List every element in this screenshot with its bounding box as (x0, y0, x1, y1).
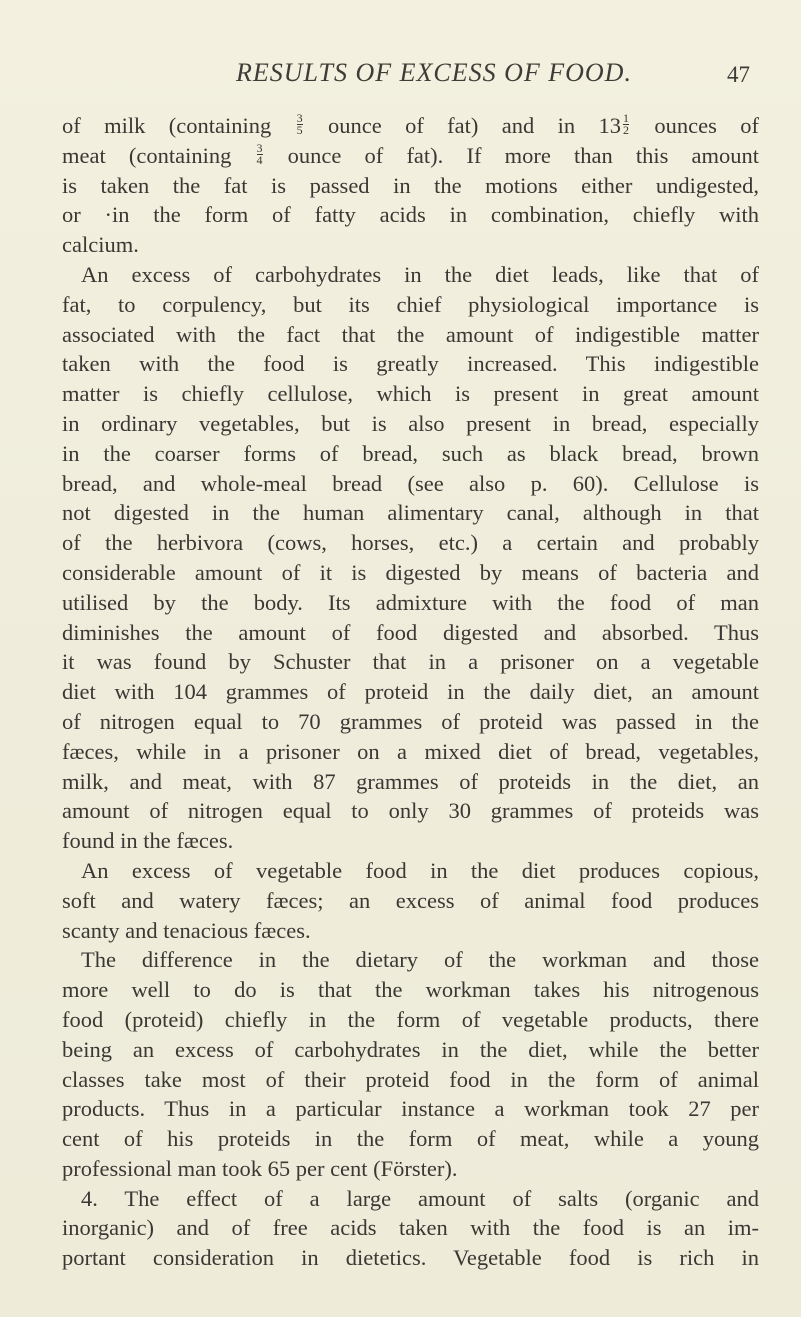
line-segment: of milk (containing (62, 113, 272, 138)
fraction-numerator: 3 (296, 111, 303, 126)
text-line: scanty and tenacious fæces. (62, 917, 311, 943)
text-line: is taken the fat is passed in the motions either undigested, (62, 172, 759, 198)
fraction-numerator: 3 (256, 141, 263, 156)
running-title: RESULTS OF EXCESS OF FOOD. (236, 58, 632, 87)
text-line: found in the fæces. (62, 828, 234, 854)
page-number: 47 (727, 62, 750, 87)
text-line: products. Thus in a particular instance a workman took 27 per (62, 1096, 759, 1122)
fraction-half (623, 113, 629, 136)
text-line: more well to do is that the workman takes his nitrogenous (62, 977, 759, 1003)
line-segment: ounce of fat) and in 13 (327, 113, 622, 138)
paragraph-first-line: An excess of vegetable food in the diet produces copious, (81, 857, 759, 883)
line-segment: ounces of (654, 113, 759, 138)
fraction-numerator: 1 (623, 111, 630, 126)
text-line: in ordinary vegetables, but is also present in bread, especially (62, 410, 759, 436)
text-line: amount of nitrogen equal to only 30 grammes of proteids was (62, 798, 759, 824)
text-line: cent of his proteids in the form of meat, while a young (62, 1126, 759, 1152)
fraction-three-fifths (297, 113, 303, 136)
text-line: inorganic) and of free acids taken with the food is an im- (62, 1215, 759, 1241)
text-line: matter is chiefly cellulose, which is present in great amount (62, 381, 759, 407)
text-line: portant consideration in dietetics. Vegetable food is rich in (62, 1245, 759, 1271)
text-line: classes take most of their proteid food in the form of animal (62, 1066, 759, 1092)
fraction-denominator: 4 (256, 153, 263, 168)
text-line: food (proteid) chiefly in the form of vegetable products, there (62, 1006, 759, 1032)
text-line: calcium. (62, 232, 139, 258)
line-segment: meat (containing (62, 142, 232, 168)
text-line (62, 111, 759, 141)
text-line: diet with 104 grammes of proteid in the daily diet, an amount (62, 679, 759, 705)
paragraph-first-line: 4. The effect of a large amount of salts (organic and (81, 1185, 759, 1211)
fraction-denominator: 2 (623, 123, 630, 138)
text-line: considerable amount of it is digested by means of bacteria and (62, 559, 759, 585)
text-line (62, 141, 759, 171)
text-line: of the herbivora (cows, horses, etc.) a certain and probably (62, 530, 759, 556)
text-line: or ·in the form of fatty acids in combination, chiefly with (62, 202, 759, 228)
text-line: milk, and meat, with 87 grammes of proteids in the diet, an (62, 768, 759, 794)
text-line: in the coarser forms of bread, such as black bread, brown (62, 440, 759, 466)
fraction-three-quarters (257, 143, 263, 166)
text-line: associated with the fact that the amount of indigestible matter (62, 321, 759, 347)
text-line: taken with the food is greatly increased. This indigestible (62, 351, 759, 377)
text-line: not digested in the human alimentary canal, although in that (62, 500, 759, 526)
text-line: soft and watery fæces; an excess of animal food produces (62, 887, 759, 913)
text-line: utilised by the body. Its admixture with the food of man (62, 589, 759, 615)
text-line: fat, to corpulency, but its chief physiological importance is (62, 291, 759, 317)
text-line: bread, and whole-meal bread (see also p. 60). Cellulose is (62, 470, 759, 496)
text-line: diminishes the amount of food digested and absorbed. Thus (62, 619, 759, 645)
text-line: fæces, while in a prisoner on a mixed diet of bread, vegetables, (62, 738, 759, 764)
text-line: of nitrogen equal to 70 grammes of proteid was passed in the (62, 708, 759, 734)
paragraph-first-line: An excess of carbohydrates in the diet leads, like that of (81, 261, 759, 287)
text-line: it was found by Schuster that in a prisoner on a vegetable (62, 649, 759, 675)
fraction-denominator: 5 (296, 123, 303, 138)
text-line: professional man took 65 per cent (Förster). (62, 1155, 458, 1181)
line-segment: ounce of fat). If more than this amount (287, 142, 760, 168)
text-line: being an excess of carbohydrates in the diet, while the better (62, 1036, 759, 1062)
paragraph-first-line: The difference in the dietary of the workman and those (81, 947, 759, 973)
body-text (62, 111, 759, 1273)
running-header (0, 58, 801, 98)
